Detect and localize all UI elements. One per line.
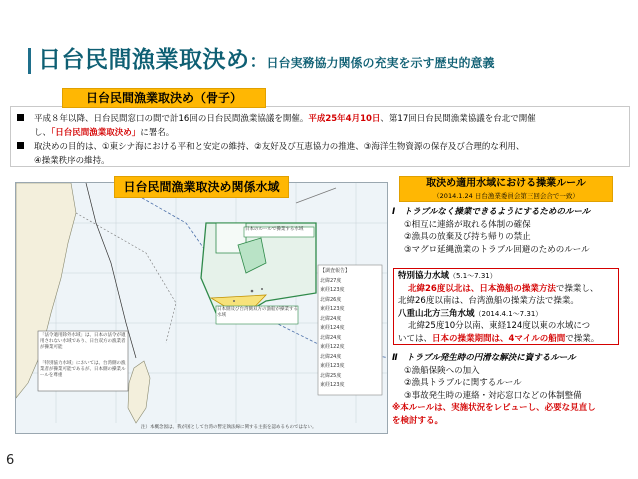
callout-japan-rules: 日本のルールで操業する水域	[245, 227, 304, 232]
yaeyama-period: （2014.4.1～7.31）	[474, 309, 543, 318]
special-areas-box: 特別協力水域（5.1～7.31） 北緯26度以北は、日本漁船の操業方法で操業し、 北緯26度以南は、台湾漁船の操業方法で操業。 八重山北方三角水域（2014.4.1～7.31） 北緯25度10分以南、東経124度以東の水域につ いては、日本の操業期間は、4マイルの船間で操業。	[393, 268, 619, 345]
section1-item: ①相互に連絡が取れる体制の確保	[404, 219, 531, 230]
rules-panel-2	[392, 352, 620, 442]
rules-tab-note: （2014.1.24 日台漁業委員会第三回会合で一致）	[433, 192, 579, 200]
legend-line: 東経123度	[320, 287, 345, 293]
title-main: 日台民間漁業取決め	[38, 47, 250, 73]
summary-box	[10, 106, 630, 167]
summary-tab: 日台民間漁業取決め（骨子）	[62, 88, 266, 108]
legend-line: 北緯27度	[320, 277, 342, 284]
map-tab: 日台民間漁業取決め関係水域	[114, 176, 289, 198]
special-area-title: 特別協力水域	[398, 271, 450, 281]
legend-line: 北緯24度	[320, 334, 342, 341]
summary-bullet-2-cont: ④操業秩序の維持。	[34, 156, 110, 166]
section1-item: ③マグロ延縄漁業のトラブル回避のためのルール	[404, 244, 590, 255]
legend-line: 東経123度	[320, 382, 345, 388]
summary-bullet-2: 取決めの目的は、①東シナ海における平和と安定の維持、②友好及び互恵協力の推進、③海洋生物資源の保存及び合理的な利用、	[17, 141, 524, 154]
review-note-cont: を検討する。	[392, 415, 444, 426]
page-title	[38, 45, 495, 78]
map-footnote: 注）本概念図は、我が国として台湾の暫定執法線に関する主張を認めるものではない。	[141, 425, 317, 430]
title-separator: ：	[249, 52, 267, 72]
yaeyama-rule: 北緯25度10分以南、東経124度以東の水域につ	[408, 321, 591, 331]
summary-bullet-1-cont: し、「日台民間漁業取決め」に署名。	[34, 128, 175, 138]
rules-tab-label: 取決め適用水域における操業ルール	[426, 178, 586, 189]
summary-bullet-1: 平成８年以降、日台民間窓口の間で計16回の日台民間漁業協議を開催。平成25年4月10日、第17回日台民間漁業協議を台北で開催	[17, 113, 536, 126]
agreement-name: 「日台民間漁業取決め」	[51, 128, 141, 138]
legend-line: 北緯24度	[320, 353, 342, 360]
legend-line: 東経123度	[320, 363, 345, 369]
legend-line: 北緯25度	[320, 372, 342, 379]
title-accent-bar	[28, 48, 31, 74]
legend-line: 東経123度	[320, 306, 345, 312]
legend-line: 北緯24度	[320, 315, 342, 322]
agreement-date: 平成25年4月10日	[308, 114, 381, 124]
bullet-square-icon	[17, 114, 24, 121]
taiwan-shape	[128, 361, 150, 423]
callout-special-area: 「特別協力水域」においては、台湾側の漁業者が操業可能であるが、日本側の操業ルールを尊重	[40, 361, 126, 378]
title-subtitle: 日台実務協力関係の充実を示す歴史的意義	[266, 56, 495, 70]
bullet-square-icon	[17, 142, 24, 149]
legend-line: 北緯26度	[320, 296, 342, 303]
section2-item: ②漁具トラブルに関するルール	[404, 378, 522, 389]
review-note: ※本ルールは、実施状況をレビューし、必要な見直し	[392, 403, 596, 414]
rules-tab	[399, 176, 613, 202]
waters-map	[15, 182, 388, 434]
special-rule-south: 北緯26度以南は、台湾漁船の操業方法で操業。	[398, 296, 579, 306]
section1-heading: Ⅰ トラブルなく操業できるようにするためのルール	[392, 207, 591, 217]
section2-heading: Ⅱ トラブル発生時の円滑な解決に資するルール	[392, 353, 576, 363]
page-number: 6	[6, 453, 15, 468]
special-rule-north: 北緯26度以北は、日本漁船の操業方法	[408, 283, 556, 294]
section2-item: ③事故発生時の連絡・対応窓口などの体制整備	[404, 390, 582, 401]
callout-exemption-area: 「法令適用除外水域」は、日本の法令が適用されない水域であり、日台双方の漁業者が操業可能	[40, 333, 126, 350]
legend-line: 東経124度	[320, 325, 345, 331]
legend-line: 東経122度	[320, 344, 345, 350]
map-legend	[320, 267, 382, 391]
legend-title: 【調査報告】	[320, 268, 351, 274]
yaeyama-title: 八重山北方三角水域	[398, 308, 475, 319]
yaeyama-rule-red: 日本の操業期間は、4マイルの船間	[432, 333, 566, 344]
section1-item: ②漁具の放棄及び持ち帰りの禁止	[404, 232, 531, 243]
section2-item: ①漁船保険への加入	[404, 365, 480, 376]
special-area-period: （5.1～7.31）	[449, 272, 497, 280]
callout-both-sides: 日本側及び台湾側双方の漁船が操業する水域	[217, 307, 298, 318]
